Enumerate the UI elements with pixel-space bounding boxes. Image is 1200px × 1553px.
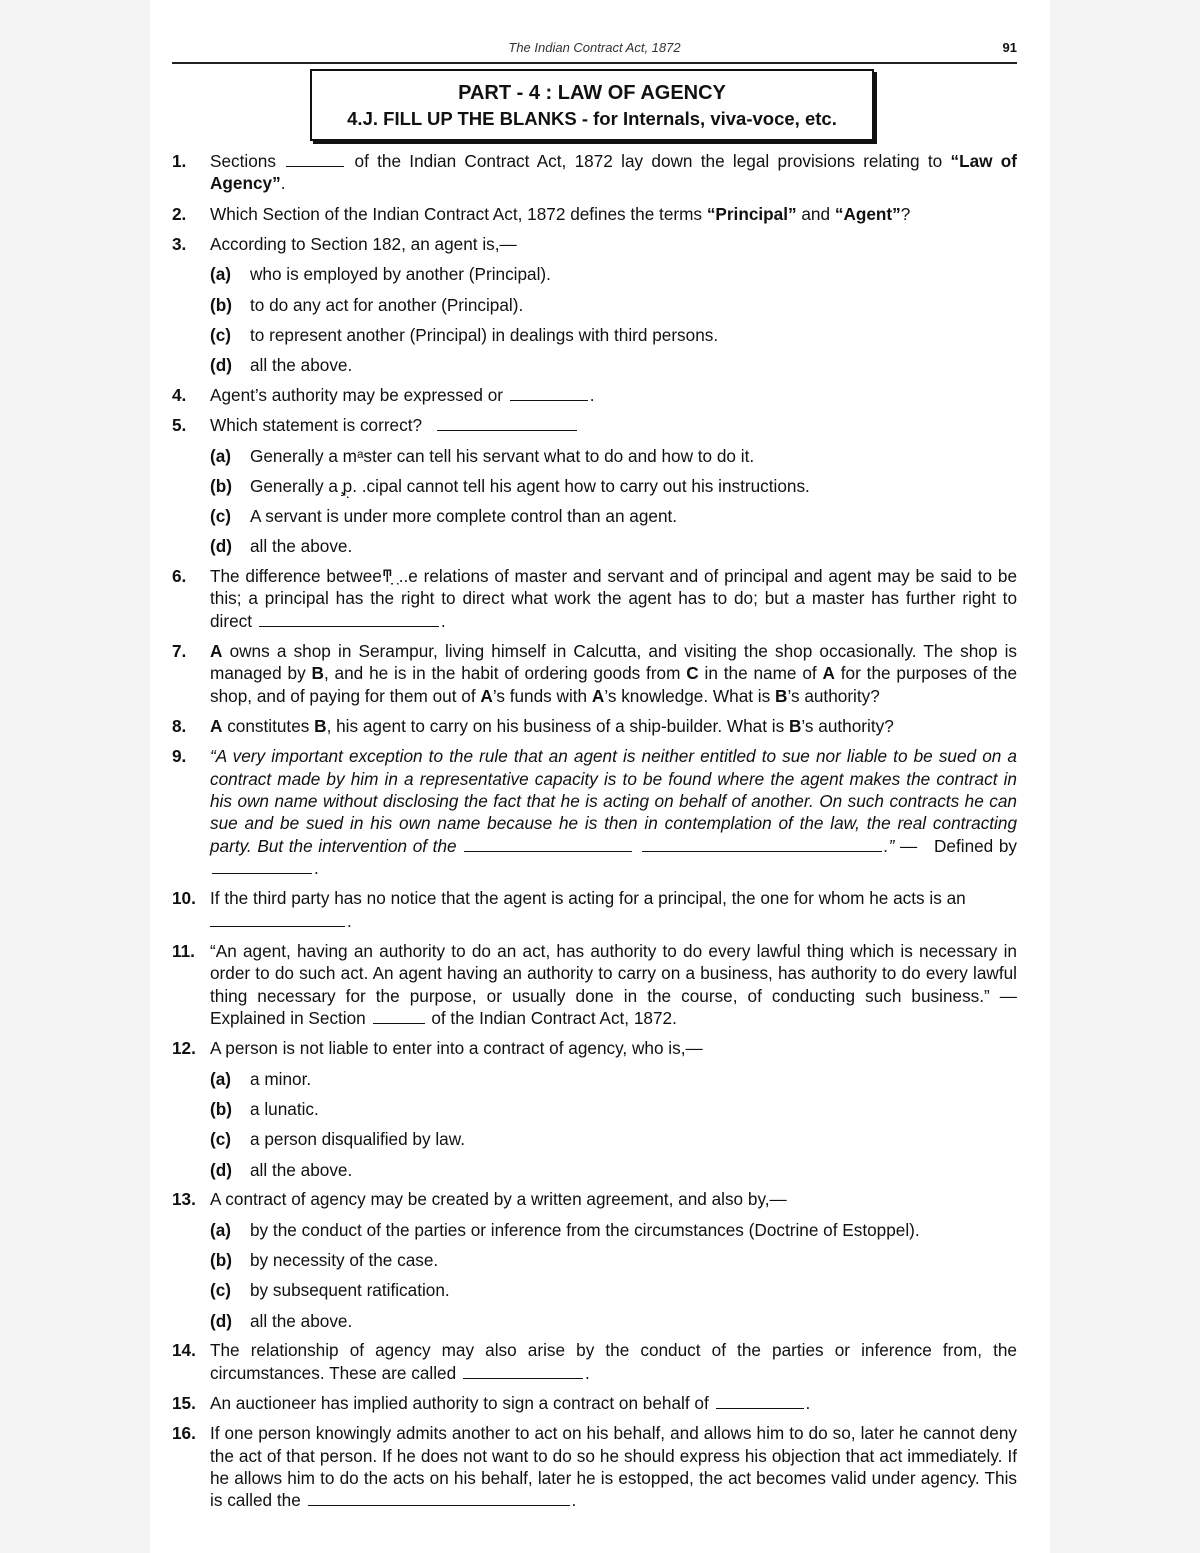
option-letter: (b) bbox=[210, 1250, 232, 1271]
question-number: 14. bbox=[172, 1340, 196, 1361]
party-letter: A bbox=[480, 685, 493, 706]
fill-blank bbox=[642, 836, 882, 852]
question-text: A contract of agency may be created by a written agreement, and also by,— bbox=[210, 1189, 787, 1210]
question-number: 12. bbox=[172, 1038, 196, 1059]
option-d bbox=[210, 535, 1017, 557]
question-12 bbox=[172, 1037, 1017, 1180]
question-5 bbox=[172, 414, 1017, 557]
party-letter: A bbox=[210, 640, 223, 661]
option-letter: (b) bbox=[210, 294, 232, 315]
party-letter: C bbox=[686, 663, 699, 684]
question-text: of the Indian Contract Act, 1872. bbox=[431, 1008, 677, 1029]
question-list bbox=[172, 150, 1017, 1520]
option-b bbox=[210, 294, 1017, 316]
question-text: An auctioneer has implied authority to sign a contract on behalf of bbox=[210, 1392, 709, 1413]
question-number: 10. bbox=[172, 888, 196, 909]
question-text: Agent’s authority may be expressed or bbox=[210, 384, 503, 405]
section-title-box bbox=[310, 69, 874, 141]
question-text: owns a shop in Serampur, living himself in Calcutta, and visiting the shop occasionally. The shop is managed by bbox=[210, 640, 1017, 684]
running-header bbox=[172, 40, 1017, 64]
party-letter: B bbox=[788, 715, 802, 736]
option-b bbox=[210, 1098, 1017, 1120]
emphasis-term: “Agent” bbox=[834, 203, 901, 224]
party-letter: B bbox=[311, 663, 324, 684]
question-6 bbox=[172, 565, 1017, 632]
question-text: ’s authority? bbox=[801, 715, 894, 736]
option-letter: (c) bbox=[210, 1129, 232, 1150]
fill-blank bbox=[373, 1008, 425, 1024]
option-letter: (d) bbox=[210, 1310, 232, 1331]
punctuation: . bbox=[571, 1490, 577, 1511]
fill-blank bbox=[259, 611, 439, 627]
option-text: a person disqualified by law. bbox=[250, 1129, 465, 1150]
option-letter: (a) bbox=[210, 1069, 232, 1090]
option-c bbox=[210, 505, 1017, 527]
question-9 bbox=[172, 745, 1017, 879]
question-11 bbox=[172, 940, 1017, 1030]
option-c bbox=[210, 1128, 1017, 1150]
option-text: Generally a ̧̧p̣. .cipal cannot tell his agent how to carry out his instructions. bbox=[250, 475, 810, 496]
question-number: 8. bbox=[172, 715, 187, 736]
question-text: ’s authority? bbox=[787, 685, 880, 706]
punctuation: . bbox=[314, 858, 319, 879]
scan-margin-left bbox=[0, 0, 150, 1553]
option-letter: (c) bbox=[210, 324, 232, 345]
fill-blank bbox=[510, 385, 588, 401]
fill-blank bbox=[464, 836, 632, 852]
question-text: ’s funds with bbox=[492, 685, 588, 706]
party-letter: B bbox=[775, 685, 788, 706]
question-15 bbox=[172, 1392, 1017, 1414]
option-text: by the conduct of the parties or inference from the circumstances (Doctrine of Estoppel). bbox=[250, 1219, 920, 1240]
question-text: in the name of bbox=[704, 663, 817, 684]
option-letter: (c) bbox=[210, 1280, 232, 1301]
fill-blank bbox=[210, 911, 345, 927]
option-text: all the above. bbox=[250, 354, 353, 375]
option-d bbox=[210, 354, 1017, 376]
question-number: 2. bbox=[172, 203, 187, 224]
question-number: 13. bbox=[172, 1189, 196, 1210]
question-text: Which statement is correct? bbox=[210, 414, 423, 435]
question-13 bbox=[172, 1188, 1017, 1331]
question-text: The difference betweeͳ ̣̣.̣.e relations of master and servant and of principal and agent may be said to be this; a principal has the right to direct what work the agent has to do; but a master has further right to direct bbox=[210, 565, 1017, 631]
punctuation: ? bbox=[900, 203, 911, 224]
party-letter: A bbox=[591, 685, 605, 706]
option-letter: (b) bbox=[210, 475, 232, 496]
fill-blank bbox=[212, 858, 312, 874]
question-text: According to Section 182, an agent is,— bbox=[210, 233, 517, 254]
fill-blank bbox=[308, 1490, 570, 1506]
option-text: by subsequent ratification. bbox=[250, 1280, 450, 1301]
option-d bbox=[210, 1159, 1017, 1181]
question-10 bbox=[172, 887, 1017, 932]
option-text: all the above. bbox=[250, 1310, 353, 1331]
option-text: by necessity of the case. bbox=[250, 1250, 439, 1271]
option-text: who is employed by another (Principal). bbox=[250, 264, 551, 285]
page-number: 91 bbox=[1002, 40, 1017, 55]
question-number: 7. bbox=[172, 640, 187, 661]
option-letter: (a) bbox=[210, 1219, 232, 1240]
question-text: Defined by bbox=[934, 835, 1018, 856]
party-letter: B bbox=[314, 715, 327, 736]
question-number: 9. bbox=[172, 746, 187, 767]
option-a bbox=[210, 263, 1017, 285]
option-text: to do any act for another (Principal). bbox=[250, 294, 524, 315]
option-a bbox=[210, 1068, 1017, 1090]
punctuation: . bbox=[347, 910, 352, 931]
emphasis-term: “Law of Agency” bbox=[210, 151, 1018, 194]
question-text: ’s knowledge. What is bbox=[604, 685, 771, 706]
punctuation: . bbox=[805, 1392, 811, 1413]
option-letter: (c) bbox=[210, 505, 232, 526]
option-d bbox=[210, 1310, 1017, 1332]
option-c bbox=[210, 1279, 1017, 1301]
punctuation: . bbox=[440, 610, 446, 631]
running-title: The Indian Contract Act, 1872 bbox=[508, 40, 681, 55]
fill-blank bbox=[286, 151, 344, 167]
section-subtitle: 4.J. FILL UP THE BLANKS - for Internals, viva-voce, etc. bbox=[347, 108, 837, 129]
question-number: 1. bbox=[172, 151, 187, 171]
option-b bbox=[210, 1249, 1017, 1271]
option-letter: (d) bbox=[210, 536, 232, 557]
fill-blank bbox=[716, 1393, 804, 1409]
quote-close: .” — bbox=[883, 835, 918, 856]
punctuation: . bbox=[589, 384, 595, 405]
punctuation: . bbox=[280, 173, 286, 194]
question-text: , and he is in the habit of ordering goods from bbox=[323, 663, 681, 684]
question-text: for the purposes of the shop, and of paying for them out of bbox=[210, 663, 1018, 706]
option-letter: (d) bbox=[210, 1159, 232, 1180]
question-16 bbox=[172, 1422, 1017, 1512]
option-text: a minor. bbox=[250, 1069, 312, 1090]
question-14 bbox=[172, 1339, 1017, 1384]
question-text: If the third party has no notice that the agent is acting for a principal, the one for whom he acts is an bbox=[210, 888, 966, 909]
option-b bbox=[210, 475, 1017, 497]
question-8 bbox=[172, 715, 1017, 737]
question-text: Sections bbox=[210, 151, 276, 171]
fill-blank bbox=[437, 415, 577, 431]
question-1 bbox=[172, 150, 1017, 195]
question-number: 6. bbox=[172, 565, 187, 586]
question-number: 15. bbox=[172, 1392, 196, 1413]
question-text: “An agent, having an authority to do an act, has authority to do every lawful thing which is necessary in order to do such act. An agent having an authority to carry on a business, has authority to do every lawful thing necessary for the purpose, or usually done in the course, of conducting such business.” — Explained in Section bbox=[210, 941, 1017, 1029]
option-c bbox=[210, 324, 1017, 346]
party-letter: A bbox=[822, 663, 835, 684]
option-text: a lunatic. bbox=[250, 1099, 319, 1120]
question-text: If one person knowingly admits another to act on his behalf, and allows him to do so, later he cannot deny the act of that person. If he does not want to do so he should express his objection that act immediately. If he allows him to do the acts on his behalf, later he is estopped, the act becomes valid under agency. This is called the bbox=[210, 1423, 1017, 1511]
question-number: 11. bbox=[172, 941, 195, 961]
part-title: PART - 4 : LAW OF AGENCY bbox=[458, 82, 726, 104]
punctuation: . bbox=[584, 1362, 590, 1383]
option-text: A servant is under more complete control than an agent. bbox=[250, 505, 678, 526]
question-text: Which Section of the Indian Contract Act, 1872 defines the terms bbox=[210, 203, 703, 224]
question-7 bbox=[172, 640, 1017, 707]
question-text: of the Indian Contract Act, 1872 lay down the legal provisions relating to bbox=[354, 151, 943, 171]
emphasis-term: “Principal” bbox=[706, 203, 797, 224]
question-4 bbox=[172, 384, 1017, 406]
question-text: constitutes bbox=[227, 715, 310, 736]
question-text: , his agent to carry on his business of a ship-builder. What is bbox=[326, 715, 785, 736]
quoted-passage: “A very important exception to the rule that an agent is neither entitled to sue nor liable to be sued on a contract made by him in a representative capacity is to be found where the agent makes the contract in his own name without disclosing the fact that he is acting on behalf of another. On such contracts he can sue and be sued in his own name because he is then in contemplation of the law, the real contracting party. But the intervention of the bbox=[210, 746, 1017, 856]
option-letter: (b) bbox=[210, 1099, 232, 1120]
question-number: 16. bbox=[172, 1423, 196, 1444]
question-number: 3. bbox=[172, 233, 187, 254]
option-letter: (d) bbox=[210, 354, 232, 375]
question-text: A person is not liable to enter into a contract of agency, who is,— bbox=[210, 1038, 703, 1059]
option-letter: (a) bbox=[210, 264, 232, 285]
option-text: all the above. bbox=[250, 536, 353, 557]
option-text: to represent another (Principal) in dealings with third persons. bbox=[250, 324, 719, 345]
scan-margin-right bbox=[1050, 0, 1200, 1553]
question-2 bbox=[172, 203, 1017, 225]
option-a bbox=[210, 445, 1017, 467]
question-3 bbox=[172, 233, 1017, 376]
option-text: Generally a mᵃster can tell his servant what to do and how to do it. bbox=[250, 445, 755, 466]
option-a bbox=[210, 1219, 1017, 1241]
option-letter: (a) bbox=[210, 445, 232, 466]
party-letter: A bbox=[210, 715, 223, 736]
question-text: The relationship of agency may also arise by the conduct of the parties or inference from, the circumstances. These are called bbox=[210, 1340, 1017, 1383]
option-text: all the above. bbox=[250, 1159, 353, 1180]
question-number: 4. bbox=[172, 384, 187, 405]
question-text: and bbox=[801, 203, 831, 224]
fill-blank bbox=[463, 1363, 583, 1379]
question-number: 5. bbox=[172, 414, 187, 435]
